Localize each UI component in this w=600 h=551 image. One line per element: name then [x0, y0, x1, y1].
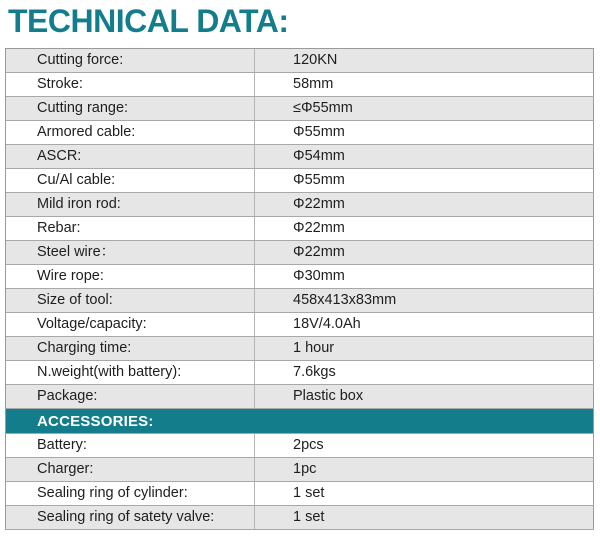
spec-value: ≤Φ55mm: [255, 97, 594, 120]
accessory-label: Charger:: [6, 458, 255, 481]
spec-label: Size of tool:: [6, 289, 255, 312]
spec-row-net-weight: [6, 361, 594, 385]
spec-label: Rebar:: [6, 217, 255, 240]
spec-label: Armored cable:: [6, 121, 255, 144]
spec-label: Charging time:: [6, 337, 255, 360]
accessory-row-sealing-ring-valve: [6, 506, 594, 530]
spec-label: ASCR:: [6, 145, 255, 168]
spec-value: 1 hour: [255, 337, 594, 360]
accessory-row-battery: [6, 434, 594, 458]
spec-label: Cu/Al cable:: [6, 169, 255, 192]
accessory-value: 1 set: [255, 482, 594, 505]
spec-row-stroke: [6, 73, 594, 97]
accessory-value: 1 set: [255, 506, 594, 529]
accessory-row-charger: [6, 458, 594, 482]
spec-value: Φ22mm: [255, 217, 594, 240]
spec-value: 18V/4.0Ah: [255, 313, 594, 336]
accessories-section-header: [6, 409, 594, 434]
spec-value: Φ55mm: [255, 121, 594, 144]
spec-row-charging-time: [6, 337, 594, 361]
spec-value: 58mm: [255, 73, 594, 96]
spec-value: Φ22mm: [255, 193, 594, 216]
spec-label: N.weight(with battery):: [6, 361, 255, 384]
page-title: TECHNICAL DATA:: [8, 3, 289, 39]
spec-label: Cutting force:: [6, 49, 255, 72]
spec-row-armored-cable: [6, 121, 594, 145]
spec-row-steel-wire: [6, 241, 594, 265]
spec-label: Steel wire：: [6, 241, 255, 264]
spec-row-rebar: [6, 217, 594, 241]
spec-label: Package:: [6, 385, 255, 408]
technical-data-table: [5, 48, 594, 530]
spec-label: Cutting range:: [6, 97, 255, 120]
spec-label: Wire rope:: [6, 265, 255, 288]
accessory-label: Sealing ring of satety valve:: [6, 506, 255, 529]
spec-value: Φ30mm: [255, 265, 594, 288]
accessory-value: 2pcs: [255, 434, 594, 457]
spec-row-mild-iron-rod: [6, 193, 594, 217]
spec-value: Φ54mm: [255, 145, 594, 168]
spec-label: Voltage/capacity:: [6, 313, 255, 336]
spec-label: Stroke:: [6, 73, 255, 96]
spec-row-cu-al-cable: [6, 169, 594, 193]
accessory-row-sealing-ring-cylinder: [6, 482, 594, 506]
accessory-label: Battery:: [6, 434, 255, 457]
spec-value: Φ55mm: [255, 169, 594, 192]
accessory-label: Sealing ring of cylinder:: [6, 482, 255, 505]
spec-value: Φ22mm: [255, 241, 594, 264]
spec-value: Plastic box: [255, 385, 594, 408]
spec-row-wire-rope: [6, 265, 594, 289]
spec-row-cutting-force: [6, 49, 594, 73]
spec-row-package: [6, 385, 594, 409]
spec-row-cutting-range: [6, 97, 594, 121]
spec-row-voltage-capacity: [6, 313, 594, 337]
spec-row-size-of-tool: [6, 289, 594, 313]
accessories-heading: ACCESSORIES:: [37, 413, 154, 430]
spec-value: 7.6kgs: [255, 361, 594, 384]
spec-value: 120KN: [255, 49, 594, 72]
accessory-value: 1pc: [255, 458, 594, 481]
spec-row-ascr: [6, 145, 594, 169]
spec-label: Mild iron rod:: [6, 193, 255, 216]
spec-value: 458x413x83mm: [255, 289, 594, 312]
